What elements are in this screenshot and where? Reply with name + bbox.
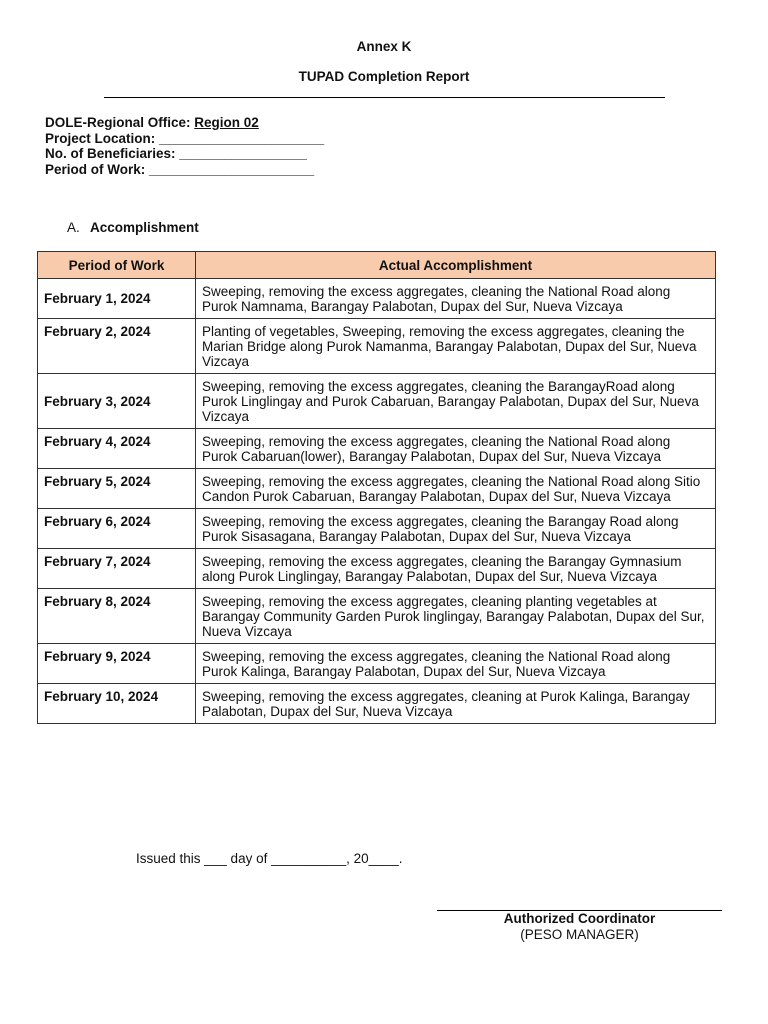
row-date: February 10, 2024 (38, 684, 196, 724)
row-accomplishment: Sweeping, removing the excess aggregates, cleaning the National Road along Sitio Candon Purok Cabaruan, Barangay Palabotan, Dupax del Sur, Nueva Vizcaya (196, 469, 716, 509)
beneficiaries-line (45, 146, 324, 162)
regional-office-label: DOLE-Regional Office: (45, 115, 195, 130)
project-location-label: Project Location: (45, 130, 160, 146)
row-accomplishment: Sweeping, removing the excess aggregates, cleaning the Barangay Road along Purok Sisasagana, Barangay Palabotan, Dupax del Sur, Nueva Vizcaya (196, 509, 716, 549)
table-row (38, 549, 716, 589)
row-date: February 3, 2024 (38, 374, 196, 429)
table-row (38, 469, 716, 509)
signatory-title: Authorized Coordinator (503, 911, 656, 926)
row-accomplishment: Sweeping, removing the excess aggregates, cleaning the BarangayRoad along Purok Linglingay and Purok Cabaruan, Barangay Palabotan, Dupax del Sur, Nueva Vizcaya (196, 374, 716, 429)
table-row (38, 684, 716, 724)
signatory-role: (PESO MANAGER) (520, 927, 639, 942)
period-line (45, 162, 324, 178)
table-row (38, 589, 716, 644)
project-location-blank: ______________________ (159, 130, 325, 146)
regional-office-value: Region 02 (194, 115, 259, 130)
regional-office-line (45, 115, 324, 131)
issued-line: Issued this ___ day of __________, 20____. (136, 851, 403, 866)
row-accomplishment: Sweeping, removing the excess aggregates, cleaning the National Road along Purok Cabaruan(lower), Barangay Palabotan, Dupax del Sur, Nueva Vizcaya (196, 429, 716, 469)
row-accomplishment: Planting of vegetables, Sweeping, removing the excess aggregates, cleaning the Marian Bridge along Purok Namanma, Barangay Palabotan, Dupax del Sur, Nueva Vizcaya (196, 319, 716, 374)
section-letter: A. (67, 220, 80, 235)
row-accomplishment: Sweeping, removing the excess aggregates, cleaning at Purok Kalinga, Barangay Palabotan, Dupax del Sur, Nueva Vizcaya (196, 684, 716, 724)
table-row (38, 509, 716, 549)
table-header-row (38, 252, 716, 279)
table-row (38, 279, 716, 319)
row-date: February 5, 2024 (38, 469, 196, 509)
table-row (38, 644, 716, 684)
annex-label: Annex K (356, 39, 412, 54)
row-accomplishment: Sweeping, removing the excess aggregates, cleaning planting vegetables at Barangay Community Garden Purok linglingay, Barangay Palabotan, Dupax del Sur, Nueva Vizcaya (196, 589, 716, 644)
beneficiaries-label: No. of Beneficiaries: (45, 146, 180, 161)
column-header-accomplishment: Actual Accomplishment (196, 252, 716, 279)
title-divider (104, 97, 665, 98)
row-date: February 6, 2024 (38, 509, 196, 549)
section-label: Accomplishment (90, 220, 199, 235)
row-date: February 4, 2024 (38, 429, 196, 469)
row-accomplishment: Sweeping, removing the excess aggregates, cleaning the National Road along Purok Kalinga, Barangay Palabotan, Dupax del Sur, Nueva Vizcaya (196, 644, 716, 684)
project-location-line (45, 131, 324, 147)
row-date: February 8, 2024 (38, 589, 196, 644)
row-date: February 2, 2024 (38, 319, 196, 374)
table-row (38, 429, 716, 469)
beneficiaries-blank: _________________ (179, 146, 307, 161)
period-label: Period of Work: (45, 161, 150, 177)
section-heading (67, 220, 199, 235)
row-accomplishment: Sweeping, removing the excess aggregates, cleaning the National Road along Purok Namnama, Barangay Palabotan, Dupax del Sur, Nueva Vizcaya (196, 279, 716, 319)
project-info (45, 115, 324, 177)
row-date: February 9, 2024 (38, 644, 196, 684)
row-date: February 1, 2024 (38, 279, 196, 319)
row-date: February 7, 2024 (38, 549, 196, 589)
accomplishment-table (37, 251, 716, 724)
table-row (38, 374, 716, 429)
period-blank: ______________________ (149, 161, 315, 177)
column-header-period: Period of Work (38, 252, 196, 279)
report-title: TUPAD Completion Report (298, 69, 470, 84)
table-row (38, 319, 716, 374)
row-accomplishment: Sweeping, removing the excess aggregates, cleaning the Barangay Gymnasium along Purok Linglingay, Barangay Palabotan, Dupax del Sur, Nueva Vizcaya (196, 549, 716, 589)
